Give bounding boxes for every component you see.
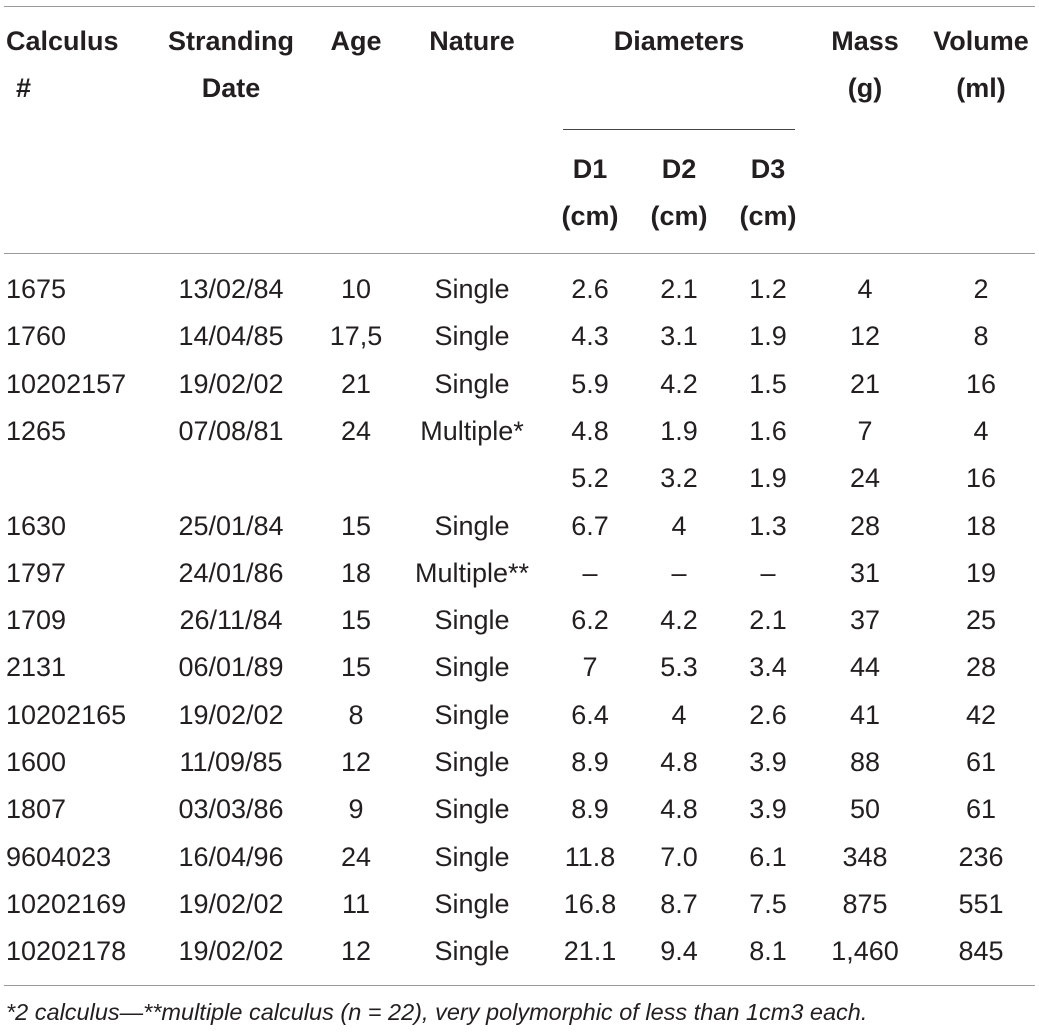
cell-d3: 1.2 [749,274,787,304]
cell-date: 03/03/86 [178,794,284,825]
cell-calculus: 10202165 [6,699,127,730]
cell-date: 19/02/02 [178,368,284,399]
cell-volume: 2 [973,274,989,304]
cell-date: 16/04/96 [178,841,284,872]
header-mass [815,18,915,112]
cell-date: 19/02/02 [178,699,284,730]
cell-nature: Single [434,510,510,541]
cell-mass: 348 [842,841,888,872]
cell-date: 19/02/02 [178,888,284,919]
cell-mass: 37 [849,605,881,636]
cell-d1: 8.9 [571,747,609,777]
header-d1 [550,146,630,240]
cell-nature: Multiple** [414,557,530,588]
cell-calculus: 1675 [6,274,67,304]
cell-volume: 8 [973,321,989,352]
cell-d1: 8.9 [571,794,609,825]
cell-age: 17,5 [329,321,383,352]
cell-date: 24/01/86 [178,557,284,588]
header-mass-line1: Mass [831,26,899,56]
cell-nature: Single [434,747,510,777]
cell-nature: Single [434,936,510,967]
cell-age: 24 [340,841,372,872]
cell-d3: 2.1 [749,605,787,636]
cell-mass: 21 [849,368,881,399]
header-d3-line2: (cm) [739,201,797,231]
cell-volume: 16 [965,463,997,494]
header-d2 [639,146,719,240]
cell-mass: 31 [849,557,881,588]
cell-nature: Single [434,274,510,304]
cell-age: 12 [340,936,372,967]
cell-d2: 4 [671,699,687,730]
cell-nature: Single [434,605,510,636]
cell-d3: 1.6 [749,415,787,446]
cell-nature: Single [434,652,510,683]
cell-d2: 1.9 [660,415,698,446]
cell-calculus: 1797 [6,557,67,588]
header-volume [922,18,1039,112]
header-d3-line1: D3 [750,154,786,184]
cell-d2: 8.7 [660,888,698,919]
cell-calculus: 9604023 [6,841,112,872]
cell-d3: 2.6 [749,699,787,730]
cell-volume: 18 [965,510,997,541]
header-calculus [6,18,146,112]
cell-date: 14/04/85 [178,321,284,352]
cell-mass: 50 [849,794,881,825]
cell-d2: 4.8 [660,794,698,825]
cell-d2: 4.2 [660,368,698,399]
cell-volume: 4 [973,415,989,446]
cell-date: 25/01/84 [178,510,284,541]
header-calculus-line1: Calculus [6,26,119,56]
cell-age: 8 [348,699,364,730]
diameters-underline [563,129,795,130]
cell-d1: 4.8 [571,415,609,446]
cell-calculus: 10202169 [6,888,127,919]
cell-calculus: 1709 [6,605,67,636]
cell-volume: 551 [958,888,1004,919]
cell-mass: 4 [857,274,873,304]
header-nature-label: Nature [429,26,515,56]
cell-calculus: 1760 [6,321,67,352]
cell-calculus: 10202157 [6,368,127,399]
cell-d1: 7 [582,652,598,683]
cell-d2: 9.4 [660,936,698,967]
cell-nature: Single [434,368,510,399]
header-stranding-date [160,18,302,112]
cell-age: 24 [340,415,372,446]
cell-calculus: 10202178 [6,936,127,967]
cell-calculus [6,455,156,502]
cell-d1: 5.9 [571,368,609,399]
cell-d3: 3.9 [749,794,787,825]
cell-d1: 16.8 [563,888,617,919]
cell-d3: 3.4 [749,652,787,683]
header-bottom-rule [4,253,1035,254]
cell-nature: Single [434,888,510,919]
header-age-label: Age [330,26,382,56]
cell-volume: 61 [965,794,997,825]
cell-mass: 88 [849,747,881,777]
header-d2-line2: (cm) [650,201,708,231]
header-d3 [728,146,808,240]
cell-volume: 25 [965,605,997,636]
cell-d1: 6.7 [571,510,609,541]
cell-d3: 3.9 [749,747,787,777]
cell-age: 15 [340,605,372,636]
cell-calculus: 1807 [6,794,67,825]
cell-d1: 5.2 [571,463,609,494]
header-diameters [563,18,795,65]
cell-d2: – [671,557,687,588]
header-age [316,18,396,65]
cell-date: 07/08/81 [178,415,284,446]
header-mass-line2: (g) [847,73,883,103]
cell-d2: 5.3 [660,652,698,683]
cell-d2: 3.1 [660,321,698,352]
cell-volume: 42 [965,699,997,730]
cell-d3: – [760,557,776,588]
cell-d1: 11.8 [564,841,616,872]
table-bottom-rule [4,985,1035,986]
cell-d1: 6.2 [571,605,609,636]
cell-age [316,455,396,502]
cell-calculus: 1600 [6,747,67,777]
cell-volume: 845 [958,936,1004,967]
cell-d3: 6.1 [749,841,787,872]
cell-d3: 1.9 [749,321,787,352]
header-volume-line1: Volume [933,26,1029,56]
cell-age: 18 [340,557,372,588]
cell-volume: 16 [965,368,997,399]
cell-mass: 24 [849,463,881,494]
cell-mass: 7 [857,415,873,446]
cell-age: 10 [340,274,372,304]
cell-mass: 12 [849,321,881,352]
cell-d3: 1.9 [749,463,787,494]
cell-age: 9 [348,794,364,825]
cell-mass: 1,460 [831,936,899,967]
cell-age: 12 [340,747,372,777]
cell-age: 15 [340,510,372,541]
cell-d1: 6.4 [571,699,609,730]
header-calculus-line2: # [16,73,32,103]
cell-mass: 875 [842,888,888,919]
header-volume-line2: (ml) [956,73,1006,103]
cell-d3: 1.3 [749,510,787,541]
cell-d1: 21.1 [563,936,617,967]
cell-date: 06/01/89 [178,652,284,683]
cell-nature [400,455,544,502]
cell-volume: 61 [965,747,997,777]
cell-calculus: 1265 [6,415,67,446]
header-d1-line1: D1 [572,154,608,184]
cell-volume: 28 [965,652,997,683]
cell-date: 11/09/85 [179,747,283,777]
cell-date: 19/02/02 [178,936,284,967]
header-diameters-label: Diameters [613,26,745,56]
cell-age: 21 [340,368,372,399]
cell-volume: 19 [965,557,997,588]
header-stranding-date-line2: Date [201,73,261,103]
cell-d3: 7.5 [749,888,787,919]
header-nature [410,18,534,65]
cell-nature: Multiple* [420,415,524,446]
cell-mass: 28 [849,510,881,541]
cell-d3: 1.5 [749,368,787,399]
cell-date [160,455,302,502]
cell-nature: Single [434,841,510,872]
cell-d1: 4.3 [571,321,609,352]
cell-d3: 8.1 [749,936,787,967]
cell-age: 11 [341,888,371,919]
cell-mass: 41 [849,699,881,730]
cell-calculus: 2131 [6,652,67,683]
header-stranding-date-line1: Stranding [168,26,294,56]
cell-d2: 4.8 [660,747,698,777]
cell-calculus: 1630 [6,510,67,541]
cell-d2: 4.2 [660,605,698,636]
cell-d1: – [582,557,598,588]
header-d2-line1: D2 [661,154,697,184]
cell-date: 26/11/84 [179,605,283,636]
cell-date: 13/02/84 [178,274,284,304]
table-top-rule [4,6,1035,7]
cell-d2: 3.2 [660,463,698,494]
cell-nature: Single [434,321,510,352]
cell-d2: 2.1 [660,274,698,304]
cell-d2: 7.0 [660,841,698,872]
cell-d2: 4 [671,510,687,541]
cell-d1: 2.6 [571,274,609,304]
header-d1-line2: (cm) [561,201,619,231]
cell-age: 15 [340,652,372,683]
cell-mass: 44 [849,652,881,683]
cell-nature: Single [434,794,510,825]
table-footnote: *2 calculus—**multiple calculus (n = 22), very polymorphic of less than 1cm3 each. [6,999,868,1025]
cell-nature: Single [434,699,510,730]
cell-volume: 236 [958,841,1004,872]
